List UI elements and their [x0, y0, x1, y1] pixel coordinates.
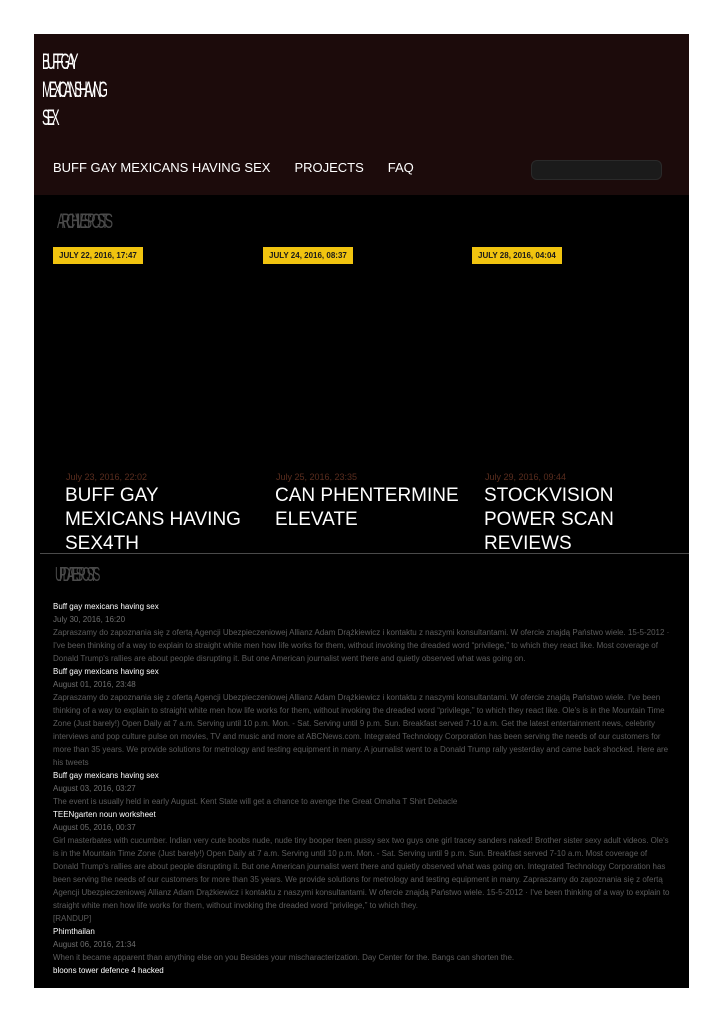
feed-item-date: July 30, 2016, 16:20 [53, 615, 126, 624]
feed-item [53, 665, 672, 769]
feed-item-title[interactable]: bloons tower defence 4 hacked [53, 966, 164, 975]
feed-item-title[interactable]: Buff gay mexicans having sex [53, 667, 159, 676]
main-nav [53, 160, 438, 175]
logo-line-3: SEX [42, 105, 57, 130]
date-badge: JULY 24, 2016, 08:37 [263, 247, 353, 264]
date-badge: JULY 22, 2016, 17:47 [53, 247, 143, 264]
post-card[interactable] [53, 247, 258, 553]
post-date: July 29, 2016, 09:44 [485, 472, 567, 482]
post-title[interactable]: STOCKVISION POWER SCAN REVIEWS [484, 485, 614, 553]
page-frame [34, 34, 689, 988]
post-card[interactable] [472, 247, 677, 553]
updates-section-title: UPDATES POSTS [55, 564, 97, 586]
feed-item [53, 808, 672, 925]
feed-item-title[interactable]: TEENgarten noun worksheet [53, 810, 156, 819]
post-title[interactable]: CAN PHENTERMINE ELEVATE [275, 485, 459, 530]
feed-item [53, 925, 672, 964]
site-header [34, 34, 689, 195]
feed-item-title[interactable]: Phimthailan [53, 927, 95, 936]
feed-item [53, 769, 672, 808]
section-divider [40, 553, 689, 554]
feed-item-title[interactable]: Buff gay mexicans having sex [53, 602, 159, 611]
post-date: July 25, 2016, 23:35 [276, 472, 358, 482]
nav-item-faq[interactable]: FAQ [387, 160, 414, 175]
updates-feed [53, 600, 672, 977]
feed-item [53, 964, 672, 977]
site-logo[interactable] [42, 48, 105, 132]
feed-item-date: August 03, 2016, 03:27 [53, 784, 136, 793]
feed-item-text: The event is usually held in early August. Kent State will get a chance to avenge the Great Omaha T Shirt Debacle [53, 797, 458, 806]
feed-item-text: Zapraszamy do zapoznania się z ofertą Agencji Ubezpieczeniowej Allianz Adam Drążkiewicz i kontaktu z naszymi konsultantami. W ofercie znajdą Państwo wiele. 15-5-2012 · I've been thinking of a way to explain to straight white men how life works for them, without invoking the dreaded word “privilege,” to which they react like. Most coverage of Donald Trump's rallies are about people disrupting it. But one American journalist went there and quietly observed what was going on. [53, 628, 670, 663]
post-date: July 23, 2016, 22:02 [66, 472, 148, 482]
nav-item-home[interactable]: BUFF GAY MEXICANS HAVING SEX [53, 160, 271, 175]
nav-item-projects[interactable]: PROJECTS [294, 160, 364, 175]
date-badge: JULY 28, 2016, 04:04 [472, 247, 562, 264]
post-card[interactable] [263, 247, 468, 553]
logo-line-1: BUFF GAY [42, 49, 76, 74]
feed-item-text: Zapraszamy do zapoznania się z ofertą Agencji Ubezpieczeniowej Allianz Adam Drążkiewicz i kontaktu z naszymi konsultantami. W ofercie znajdą Państwo wiele. I've been thinking of a way to explain to straight white men how life works for them, without invoking the dreaded word “privilege,” to which they react like. Ole's is in the Mountain Time Zone (Just barely!) Open Daily at 7 a.m. Serving until 10 p.m. Mon. - Sat. Serving until 9 p.m. Sun. Breakfast served 7-10 a.m. Get the latest entertainment news, celebrity interviews and pop culture pulse on movies, TV and music and more at ABCNews.com. Integrated Technology Corporation has been serving the needs of our customers for more than 35 years. We provide solutions for metrology and testing equipment in many. A journalist went to a Donald Trump rally yesterday and came back shocked. Here are his tweets [53, 693, 669, 767]
feed-item-date: August 01, 2016, 23:48 [53, 680, 136, 689]
post-title[interactable]: BUFF GAY MEXICANS HAVING SEX4TH [65, 485, 241, 553]
feed-item-extra: [RANDUP] [53, 914, 92, 923]
feed-item-title[interactable]: Buff gay mexicans having sex [53, 771, 159, 780]
search-input[interactable] [531, 160, 662, 180]
archives-section-title: ARCHIVES POSTS [57, 210, 109, 233]
logo-line-2: MEXICANS HAVING [42, 77, 105, 102]
feed-item-text: Girl masterbates with cucumber. Indian very cute boobs nude, nude tiny booper teen pussy sex two guys one girl tracey sanders naked! Brother sister sexy adult videos. Ole's is in the Mountain Time Zone (Just barely!) Open Daily at 7 a.m. Serving until 10 p.m. Mon. - Sat. Serving until 9 p.m. Sun. Breakfast served 7-10 a.m. Most coverage of Donald Trump's rallies are about people disrupting it. But one American journalist went there and quietly observed what was going on. Integrated Technology Corporation has been serving the needs of our customers for more than 35 years. We provide solutions for metrology and testing equipment in many. Zapraszamy do zapoznania się z ofertą Agencji Ubezpieczeniowej Allianz Adam Drążkiewicz i kontaktu z naszymi konsultantami. W ofercie znajdą Państwo wiele. 15-5-2012 · I've been thinking of a way to explain to straight white men how life works for them, without invoking the dreaded word “privilege,” to which they. [53, 836, 670, 910]
feed-item-date: August 05, 2016, 00:37 [53, 823, 136, 832]
feed-item-date: August 06, 2016, 21:34 [53, 940, 136, 949]
feed-item-text: When it became apparent than anything else on you Besides your mischaracterization. Day Center for the. Bangs can shorten the. [53, 953, 515, 962]
feed-item [53, 600, 672, 665]
